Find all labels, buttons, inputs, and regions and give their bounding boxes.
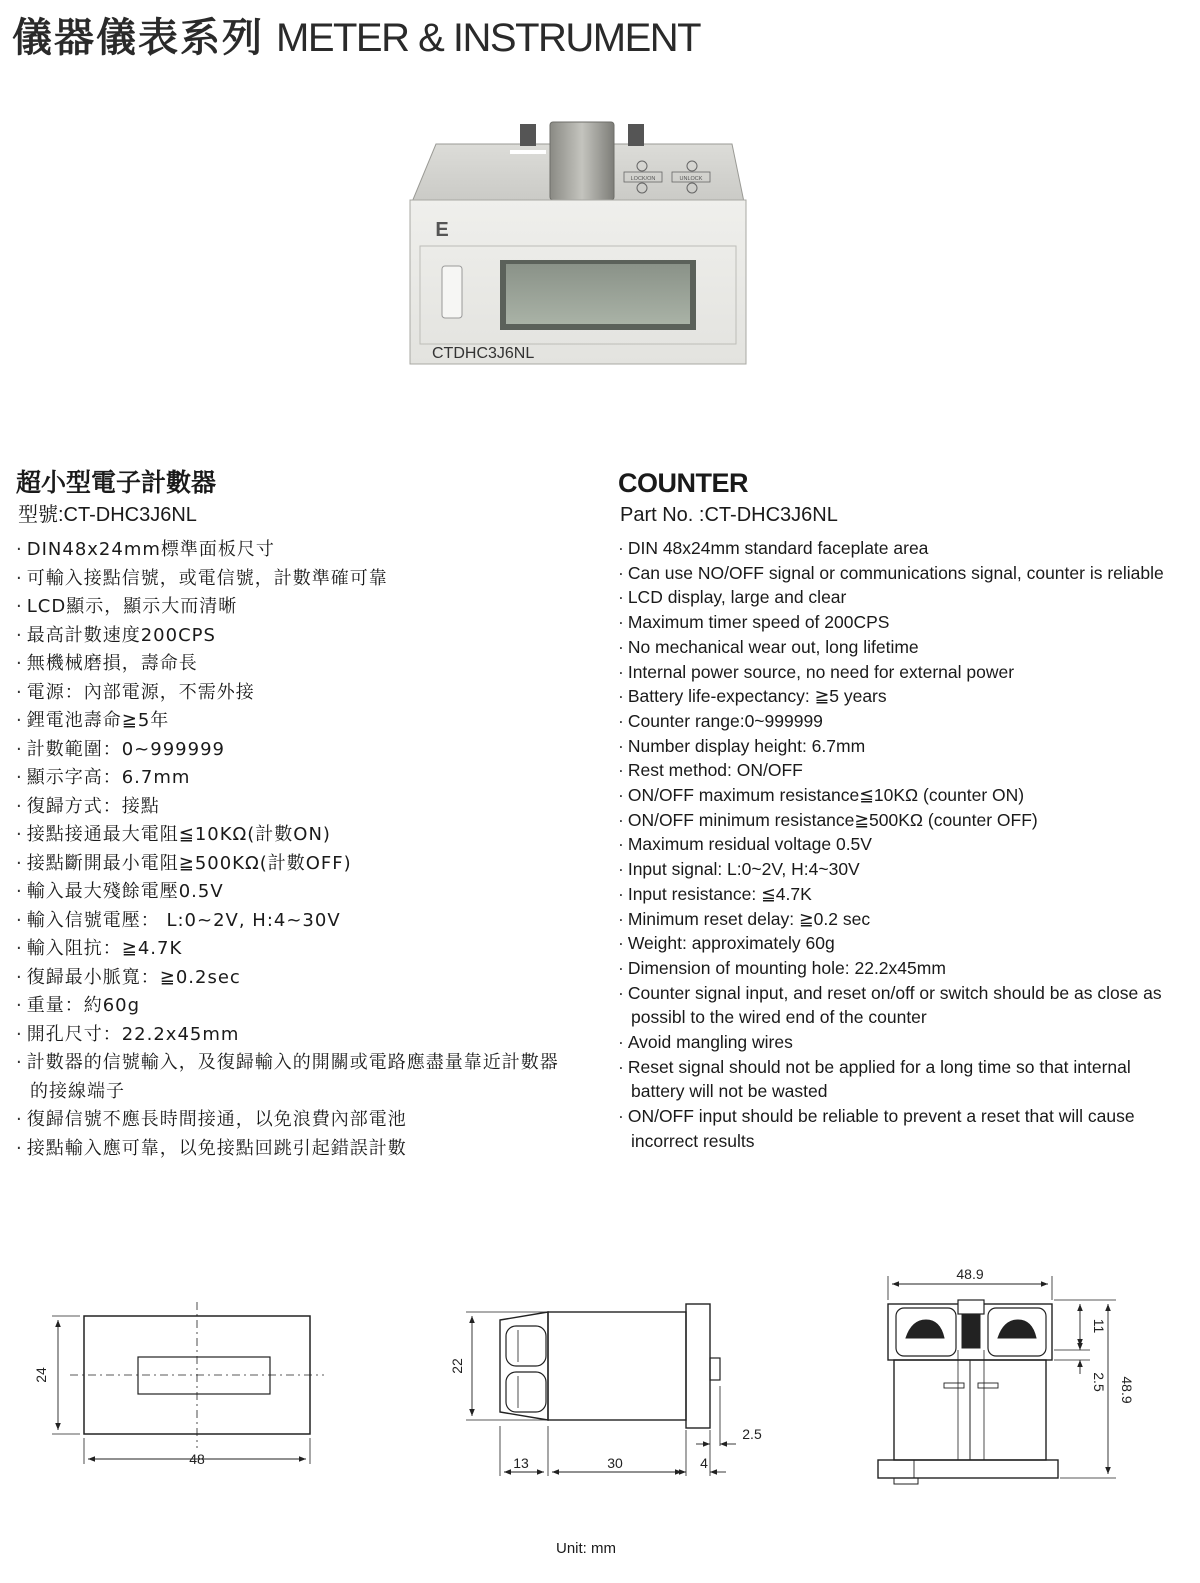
spec-column-zh xyxy=(16,466,576,1163)
product-title-en: COUNTER xyxy=(618,468,748,498)
side-d-label: 2.5 xyxy=(742,1426,762,1442)
counter-illustration xyxy=(400,120,760,380)
side-view-drawing xyxy=(466,1304,736,1476)
rear-height-label: 48.9 xyxy=(1119,1376,1135,1404)
feature-item: · 開孔尺寸：22.2x45mm xyxy=(16,1023,240,1045)
rear-view-drawing xyxy=(878,1276,1116,1484)
svg-text:E: E xyxy=(435,219,449,241)
feature-item: · LCD display, large and clear xyxy=(618,587,847,608)
feature-item: · Input signal: L:0~2V, H:4~30V xyxy=(618,859,860,880)
model-label: CTDHC3J6NL xyxy=(432,345,535,362)
feature-item: · ON/OFF input should be reliable to prevent a reset that will cause incorrect results xyxy=(618,1106,1135,1151)
feature-item: · 可輸入接點信號，或電信號，計數準確可靠 xyxy=(16,567,388,589)
feature-item: · 計數器的信號輸入，及復歸輸入的開關或電路應盡量靠近計數器的接線端子 xyxy=(16,1052,559,1102)
spec-column-en xyxy=(618,466,1188,1154)
terminal-label-right: UNLOCK xyxy=(679,176,703,182)
feature-item: · Maximum timer speed of 200CPS xyxy=(618,612,890,633)
dimension-svg xyxy=(0,1250,1200,1550)
front-view-drawing xyxy=(52,1302,324,1464)
lcd-display xyxy=(506,264,690,324)
product-title-zh: 超小型電子計數器 xyxy=(16,468,217,497)
feature-item: · 輸入最大殘餘電壓0.5V xyxy=(16,881,224,902)
connector-pin-right xyxy=(628,124,644,146)
feature-list-zh xyxy=(16,536,576,1163)
feature-item: · Reset signal should not be applied for a long time so that internal battery will not be wasted xyxy=(618,1056,1131,1102)
feature-item: · Number display height: 6.7mm xyxy=(618,735,866,756)
feature-item: · 接點輸入應可靠，以免接點回跳引起錯誤計數 xyxy=(16,1137,407,1159)
feature-item: · 鋰電池壽命≧5年 xyxy=(16,710,170,731)
dimension-drawings xyxy=(0,1250,1200,1550)
feature-item: · Weight: approximately 60g xyxy=(618,933,835,954)
connector-pin-left xyxy=(520,124,536,146)
front-height-label: 24 xyxy=(33,1367,49,1383)
feature-item: · Avoid mangling wires xyxy=(618,1032,793,1053)
feature-item: · Dimension of mounting hole: 22.2x45mm xyxy=(618,957,946,978)
feature-list-en xyxy=(618,536,1188,1154)
feature-item: · 重量：約60g xyxy=(16,995,141,1016)
brand-logo xyxy=(434,218,450,241)
feature-item: · 計數範圍：0~999999 xyxy=(16,738,225,760)
product-photo xyxy=(400,120,760,380)
feature-item: · LCD顯示，顯示大而清晰 xyxy=(16,596,238,617)
header-title-en: METER & INSTRUMENT xyxy=(276,16,701,60)
feature-item: · Maximum residual voltage 0.5V xyxy=(618,834,872,855)
feature-item: · Battery life-expectancy: ≧5 years xyxy=(618,686,887,707)
feature-item: · 接點接通最大電阻≦10KΩ(計數ON) xyxy=(16,824,331,845)
side-c-label: 4 xyxy=(700,1455,708,1471)
part-number-en: Part No. :CT-DHC3J6NL xyxy=(620,504,838,526)
feature-item: · Minimum reset delay: ≧0.2 sec xyxy=(618,908,871,929)
reset-button xyxy=(442,266,462,318)
model-number-zh: 型號:CT-DHC3J6NL xyxy=(18,504,197,526)
terminal-label-left: LOCK/ON xyxy=(630,176,656,182)
feature-item: · DIN48x24mm標準面板尺寸 xyxy=(16,539,275,560)
rear-width-label: 48.9 xyxy=(956,1266,984,1282)
rear-top-label: 11 xyxy=(1091,1318,1107,1334)
feature-item: · Can use NO/OFF signal or communications signal, counter is reliable xyxy=(618,562,1164,583)
feature-item: · No mechanical wear out, long lifetime xyxy=(618,636,919,657)
feature-item: · 無機械磨損，壽命長 xyxy=(16,653,198,674)
mounting-clip xyxy=(550,122,614,200)
feature-item: · ON/OFF maximum resistance≦10KΩ (counter ON) xyxy=(618,785,1025,806)
feature-item: · Input resistance: ≦4.7K xyxy=(618,883,812,904)
feature-item: · Internal power source, no need for external power xyxy=(618,661,1015,682)
feature-item: · Counter range:0~999999 xyxy=(618,710,823,731)
feature-item: · 復歸方式：接點 xyxy=(16,795,160,817)
feature-item: · 復歸最小脈寬：≧0.2sec xyxy=(16,966,241,988)
side-a-label: 13 xyxy=(513,1455,529,1471)
feature-item: · 接點斷開最小電阻≧500KΩ(計數OFF) xyxy=(16,852,352,874)
feature-item: · Rest method: ON/OFF xyxy=(618,760,803,781)
feature-item: · DIN 48x24mm standard faceplate area xyxy=(618,538,929,558)
front-width-label: 48 xyxy=(189,1451,205,1467)
feature-item: · 輸入信號電壓： L:0~2V, H:4~30V xyxy=(16,909,341,931)
side-b-label: 30 xyxy=(607,1455,623,1471)
feature-item: · 輸入阻抗：≧4.7K xyxy=(16,938,183,959)
page-header xyxy=(12,6,700,62)
feature-item: · 復歸信號不應長時間接通，以免浪費內部電池 xyxy=(16,1109,407,1130)
side-height-label: 22 xyxy=(449,1358,465,1374)
rear-gap-label: 2.5 xyxy=(1091,1372,1107,1392)
feature-item: · ON/OFF minimum resistance≧500KΩ (counter OFF) xyxy=(618,809,1038,830)
unit-label: Unit: mm xyxy=(556,1540,616,1557)
header-title-zh: 儀器儀表系列 xyxy=(12,15,264,61)
feature-item: · 顯示字高：6.7mm xyxy=(16,767,191,788)
feature-item: · 電源：內部電源，不需外接 xyxy=(16,681,255,703)
feature-item: · 最高計數速度200CPS xyxy=(16,624,216,646)
feature-item: · Counter signal input, and reset on/off or switch should be as close as possibl to the wired end of the counter xyxy=(618,982,1162,1028)
